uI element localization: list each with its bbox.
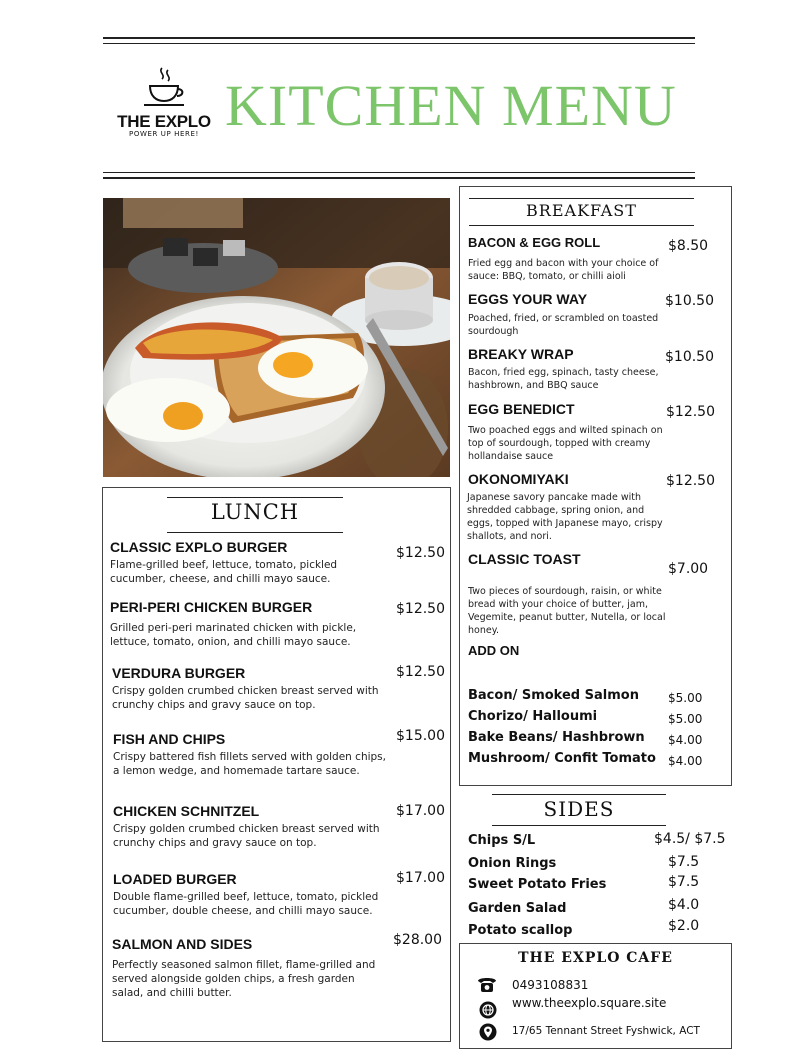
breakfast-item-desc: Bacon, fried egg, spinach, tasty cheese, hashbrown, and BBQ sauce	[468, 367, 659, 391]
lunch-item-desc: Crispy golden crumbed chicken breast served with crunchy chips and gravy sauce on top.	[113, 823, 380, 849]
side-item-name: Garden Salad	[468, 901, 567, 916]
sides-heading-rule-bottom	[492, 825, 666, 826]
header-bottom-rule	[103, 177, 695, 179]
lunch-item-name: VERDURA BURGER	[112, 665, 246, 681]
side-item-name: Chips S/L	[468, 833, 536, 848]
breakfast-item-name: BREAKY WRAP	[468, 346, 574, 362]
lunch-item-desc: Perfectly seasoned salmon fillet, flame-grilled and served alongside golden chips, a fresh garden salad, and chilli butter.	[112, 959, 376, 999]
cafe-address: 17/65 Tennant Street Fyshwick, ACT	[512, 1025, 700, 1037]
header-bottom-rule-thin	[103, 172, 695, 173]
lunch-heading: LUNCH	[210, 500, 300, 524]
lunch-item-name: CHICKEN SCHNITZEL	[113, 803, 260, 819]
breakfast-item-desc: Poached, fried, or scrambled on toasted sourdough	[468, 313, 659, 337]
sides-heading: SIDES	[543, 797, 615, 821]
breakfast-item-desc: Fried egg and bacon with your choice of sauce: BBQ, tomato, or chilli aioli	[468, 258, 659, 282]
lunch-item-name: CLASSIC EXPLO BURGER	[110, 539, 288, 555]
phone-icon	[476, 975, 498, 993]
add-on-name: Mushroom/ Confit Tomato	[468, 751, 656, 766]
header-top-rule-thin	[103, 43, 695, 44]
add-on-price: $4.00	[668, 754, 703, 768]
breakfast-heading: BREAKFAST	[526, 201, 637, 220]
side-item-price: $7.5	[668, 854, 700, 870]
breakfast-item-price: $10.50	[665, 349, 714, 365]
cafe-phone[interactable]: 0493108831	[512, 978, 589, 992]
breakfast-item-name: BACON & EGG ROLL	[468, 235, 601, 250]
side-item-name: Potato scallop	[468, 923, 573, 938]
lunch-item-price: $12.50	[396, 664, 445, 680]
location-pin-icon	[479, 1023, 497, 1041]
lunch-heading-rule-bottom	[167, 532, 343, 533]
breakfast-item-name: CLASSIC TOAST	[468, 551, 581, 567]
lunch-item-name: FISH AND CHIPS	[113, 731, 226, 747]
header-top-rule	[103, 37, 695, 39]
add-on-name: Bake Beans/ Hashbrown	[468, 730, 645, 745]
lunch-item-desc: Grilled peri-peri marinated chicken with pickle, lettuce, tomato, onion, and chilli mayo sauce.	[110, 622, 357, 648]
lunch-item-desc: Flame-grilled beef, lettuce, tomato, pickled cucumber, cheese, and chilli mayo sauce.	[110, 559, 338, 585]
breakfast-item-desc: Two poached eggs and wilted spinach on top of sourdough, topped with creamy hollandaise sauce	[468, 425, 663, 462]
side-item-name: Onion Rings	[468, 856, 557, 871]
side-item-price: $4.5/ $7.5	[654, 831, 726, 847]
breakfast-item-price: $8.50	[668, 238, 709, 254]
globe-icon	[479, 1001, 497, 1019]
sides-heading-rule-top	[492, 794, 666, 795]
side-item-price: $7.5	[668, 874, 700, 890]
cafe-website[interactable]: www.theexplo.square.site	[512, 996, 667, 1010]
side-item-price: $2.0	[668, 918, 700, 934]
side-item-price: $4.0	[668, 897, 700, 913]
lunch-item-price: $12.50	[396, 545, 445, 561]
add-on-name: Chorizo/ Halloumi	[468, 709, 598, 724]
breakfast-photo	[103, 198, 450, 477]
side-item-name: Sweet Potato Fries	[468, 877, 607, 892]
breakfast-item-price: $7.00	[668, 561, 709, 577]
logo-brand: THE EXPLO	[117, 112, 211, 131]
breakfast-item-price: $12.50	[666, 404, 715, 420]
breakfast-item-name: OKONOMIYAKI	[468, 471, 569, 487]
coffee-cup-icon	[142, 66, 188, 110]
breakfast-item-price: $12.50	[666, 473, 715, 489]
cafe-heading: THE EXPLO CAFE	[518, 950, 673, 966]
lunch-item-desc: Double flame-grilled beef, lettuce, tomato, pickled cucumber, double cheese, and chilli mayo sauce.	[113, 891, 379, 917]
lunch-item-price: $15.00	[396, 728, 445, 744]
cafe-logo	[108, 64, 220, 144]
lunch-item-name: LOADED BURGER	[113, 871, 237, 887]
lunch-item-price: $17.00	[396, 803, 445, 819]
add-on-heading: ADD ON	[468, 643, 520, 658]
breakfast-item-desc: Japanese savory pancake made with shredded cabbage, spring onion, and eggs, topped with Japanese mayo, crispy shallots, and nori.	[467, 492, 663, 542]
logo-tagline: POWER UP HERE!	[129, 130, 199, 138]
add-on-price: $5.00	[668, 691, 703, 705]
breakfast-heading-rule-top	[469, 198, 694, 199]
lunch-item-price: $28.00	[393, 932, 442, 948]
lunch-item-desc: Crispy golden crumbed chicken breast served with crunchy chips and gravy sauce on top.	[112, 685, 379, 711]
lunch-item-desc: Crispy battered fish fillets served with golden chips, a lemon wedge, and homemade tartare sauce.	[113, 751, 386, 777]
lunch-item-price: $12.50	[396, 601, 445, 617]
breakfast-heading-rule-bottom	[469, 225, 694, 226]
breakfast-item-desc: Two pieces of sourdough, raisin, or white bread with your choice of butter, jam, Vegemite, peanut butter, Nutella, or local honey.	[468, 586, 666, 636]
breakfast-item-price: $10.50	[665, 293, 714, 309]
lunch-heading-rule-top	[167, 497, 343, 498]
lunch-item-name: PERI-PERI CHICKEN BURGER	[110, 599, 313, 615]
add-on-price: $4.00	[668, 733, 703, 747]
lunch-item-price: $17.00	[396, 870, 445, 886]
breakfast-item-name: EGGS YOUR WAY	[468, 291, 588, 307]
breakfast-item-name: EGG BENEDICT	[468, 401, 575, 417]
add-on-name: Bacon/ Smoked Salmon	[468, 688, 639, 703]
lunch-item-name: SALMON AND SIDES	[112, 936, 253, 952]
page-title: KITCHEN MENU	[225, 73, 677, 138]
add-on-price: $5.00	[668, 712, 703, 726]
